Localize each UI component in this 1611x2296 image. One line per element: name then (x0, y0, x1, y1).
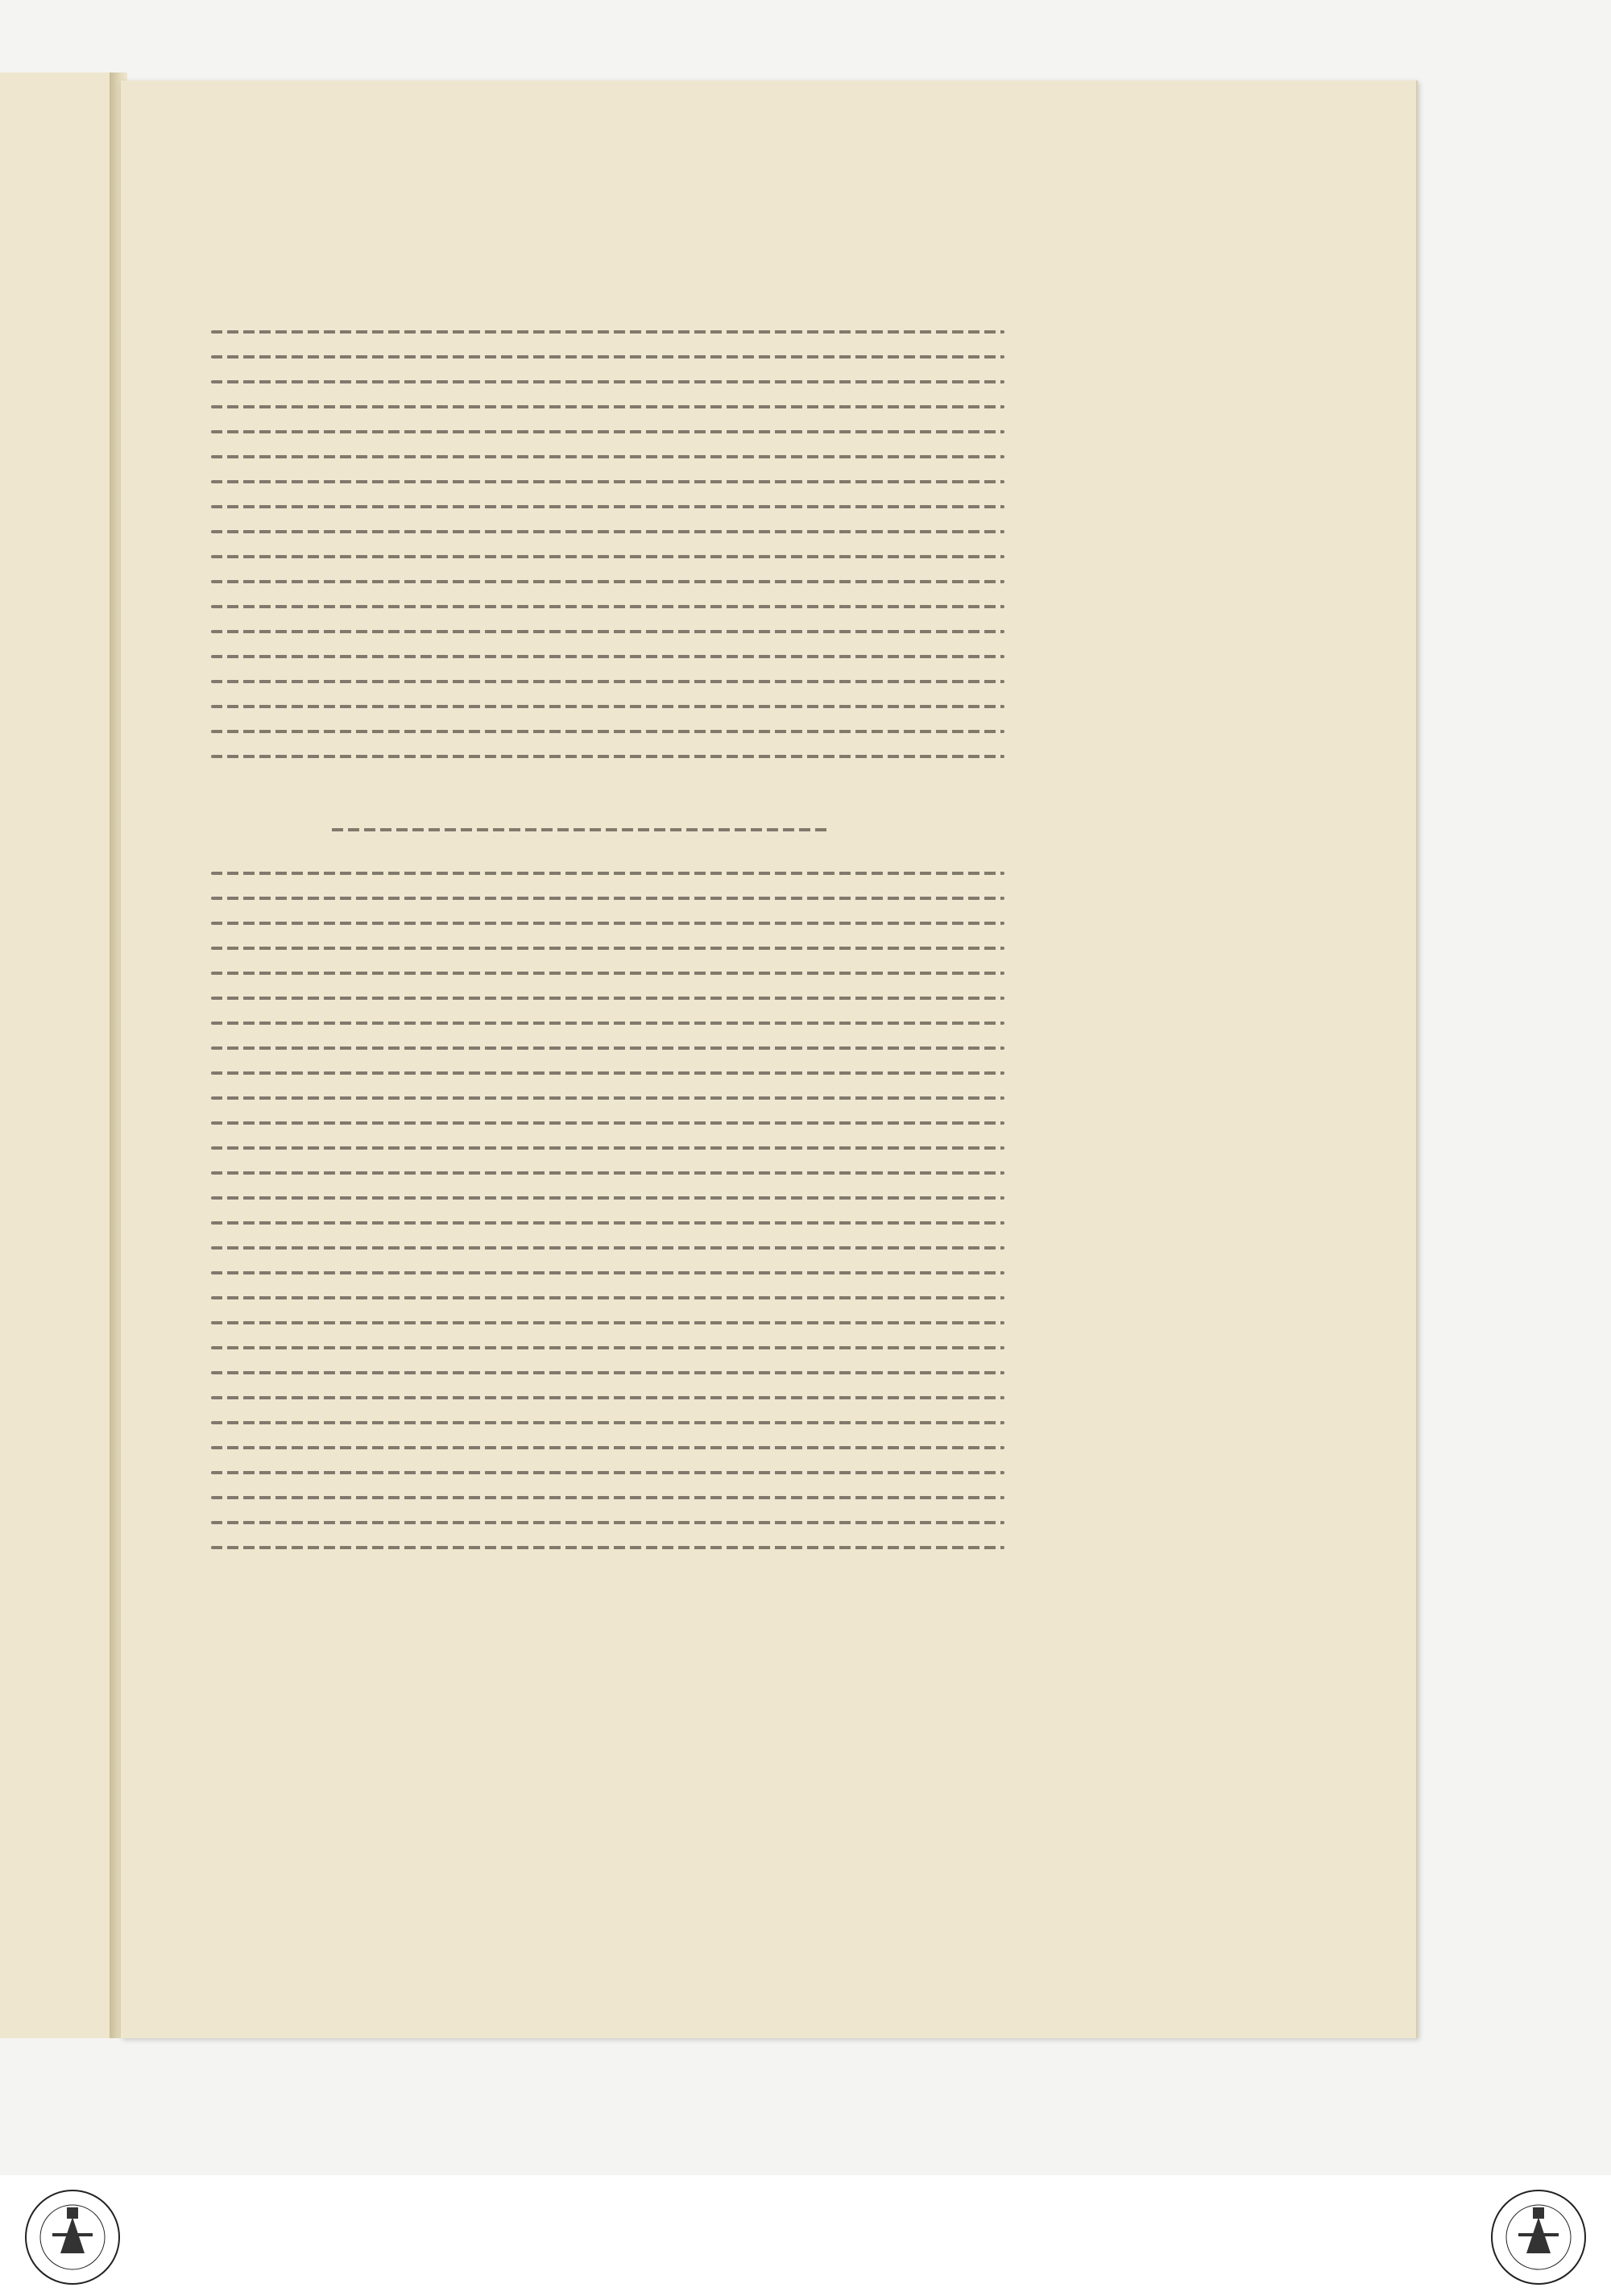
text-line (211, 1171, 1004, 1175)
page-number (967, 292, 1015, 324)
text-line (211, 1196, 1004, 1200)
text-line (211, 555, 1004, 558)
text-line (211, 755, 1004, 758)
text-line (211, 1371, 1004, 1374)
footer-powered-by (322, 2264, 1289, 2290)
text-line (211, 705, 1004, 708)
text-line (211, 1271, 1004, 1274)
text-line (211, 1096, 1004, 1100)
text-line (211, 330, 1004, 334)
text-line (211, 1071, 1004, 1075)
text-line (211, 680, 1004, 683)
text-line (211, 455, 1004, 458)
folio-number (1142, 205, 1245, 254)
text-line (211, 605, 1004, 608)
text-line (211, 1421, 1004, 1424)
footer-copyright (322, 2185, 1289, 2225)
text-line (211, 505, 1004, 508)
text-line (211, 897, 1004, 900)
text-line (211, 1496, 1004, 1499)
margin-annotation (1063, 600, 1176, 640)
text-line (211, 380, 1004, 383)
text-line (211, 1121, 1004, 1125)
text-line (211, 1521, 1004, 1524)
text-line (211, 630, 1004, 633)
text-line (211, 1296, 1004, 1299)
text-line (211, 1246, 1004, 1250)
text-line (211, 480, 1004, 483)
text-line (211, 872, 1004, 875)
text-line (211, 1346, 1004, 1349)
running-head (322, 290, 902, 322)
text-line (211, 1446, 1004, 1449)
text-line (211, 580, 1004, 583)
text-line (211, 1321, 1004, 1324)
text-line (211, 1396, 1004, 1399)
library-seal-icon (1486, 2185, 1591, 2290)
text-line (211, 1546, 1004, 1549)
footer-url-link[interactable] (322, 2230, 1289, 2259)
left-facing-page (0, 73, 120, 2038)
text-line (211, 1221, 1004, 1225)
text-line (211, 430, 1004, 433)
text-line (211, 1471, 1004, 1474)
text-line (211, 530, 1004, 533)
text-line (211, 730, 1004, 733)
text-line (211, 355, 1004, 358)
text-line (211, 405, 1004, 408)
library-seal-icon (20, 2185, 125, 2290)
section-heading (332, 828, 831, 831)
text-line (211, 655, 1004, 658)
text-line (211, 1146, 1004, 1150)
